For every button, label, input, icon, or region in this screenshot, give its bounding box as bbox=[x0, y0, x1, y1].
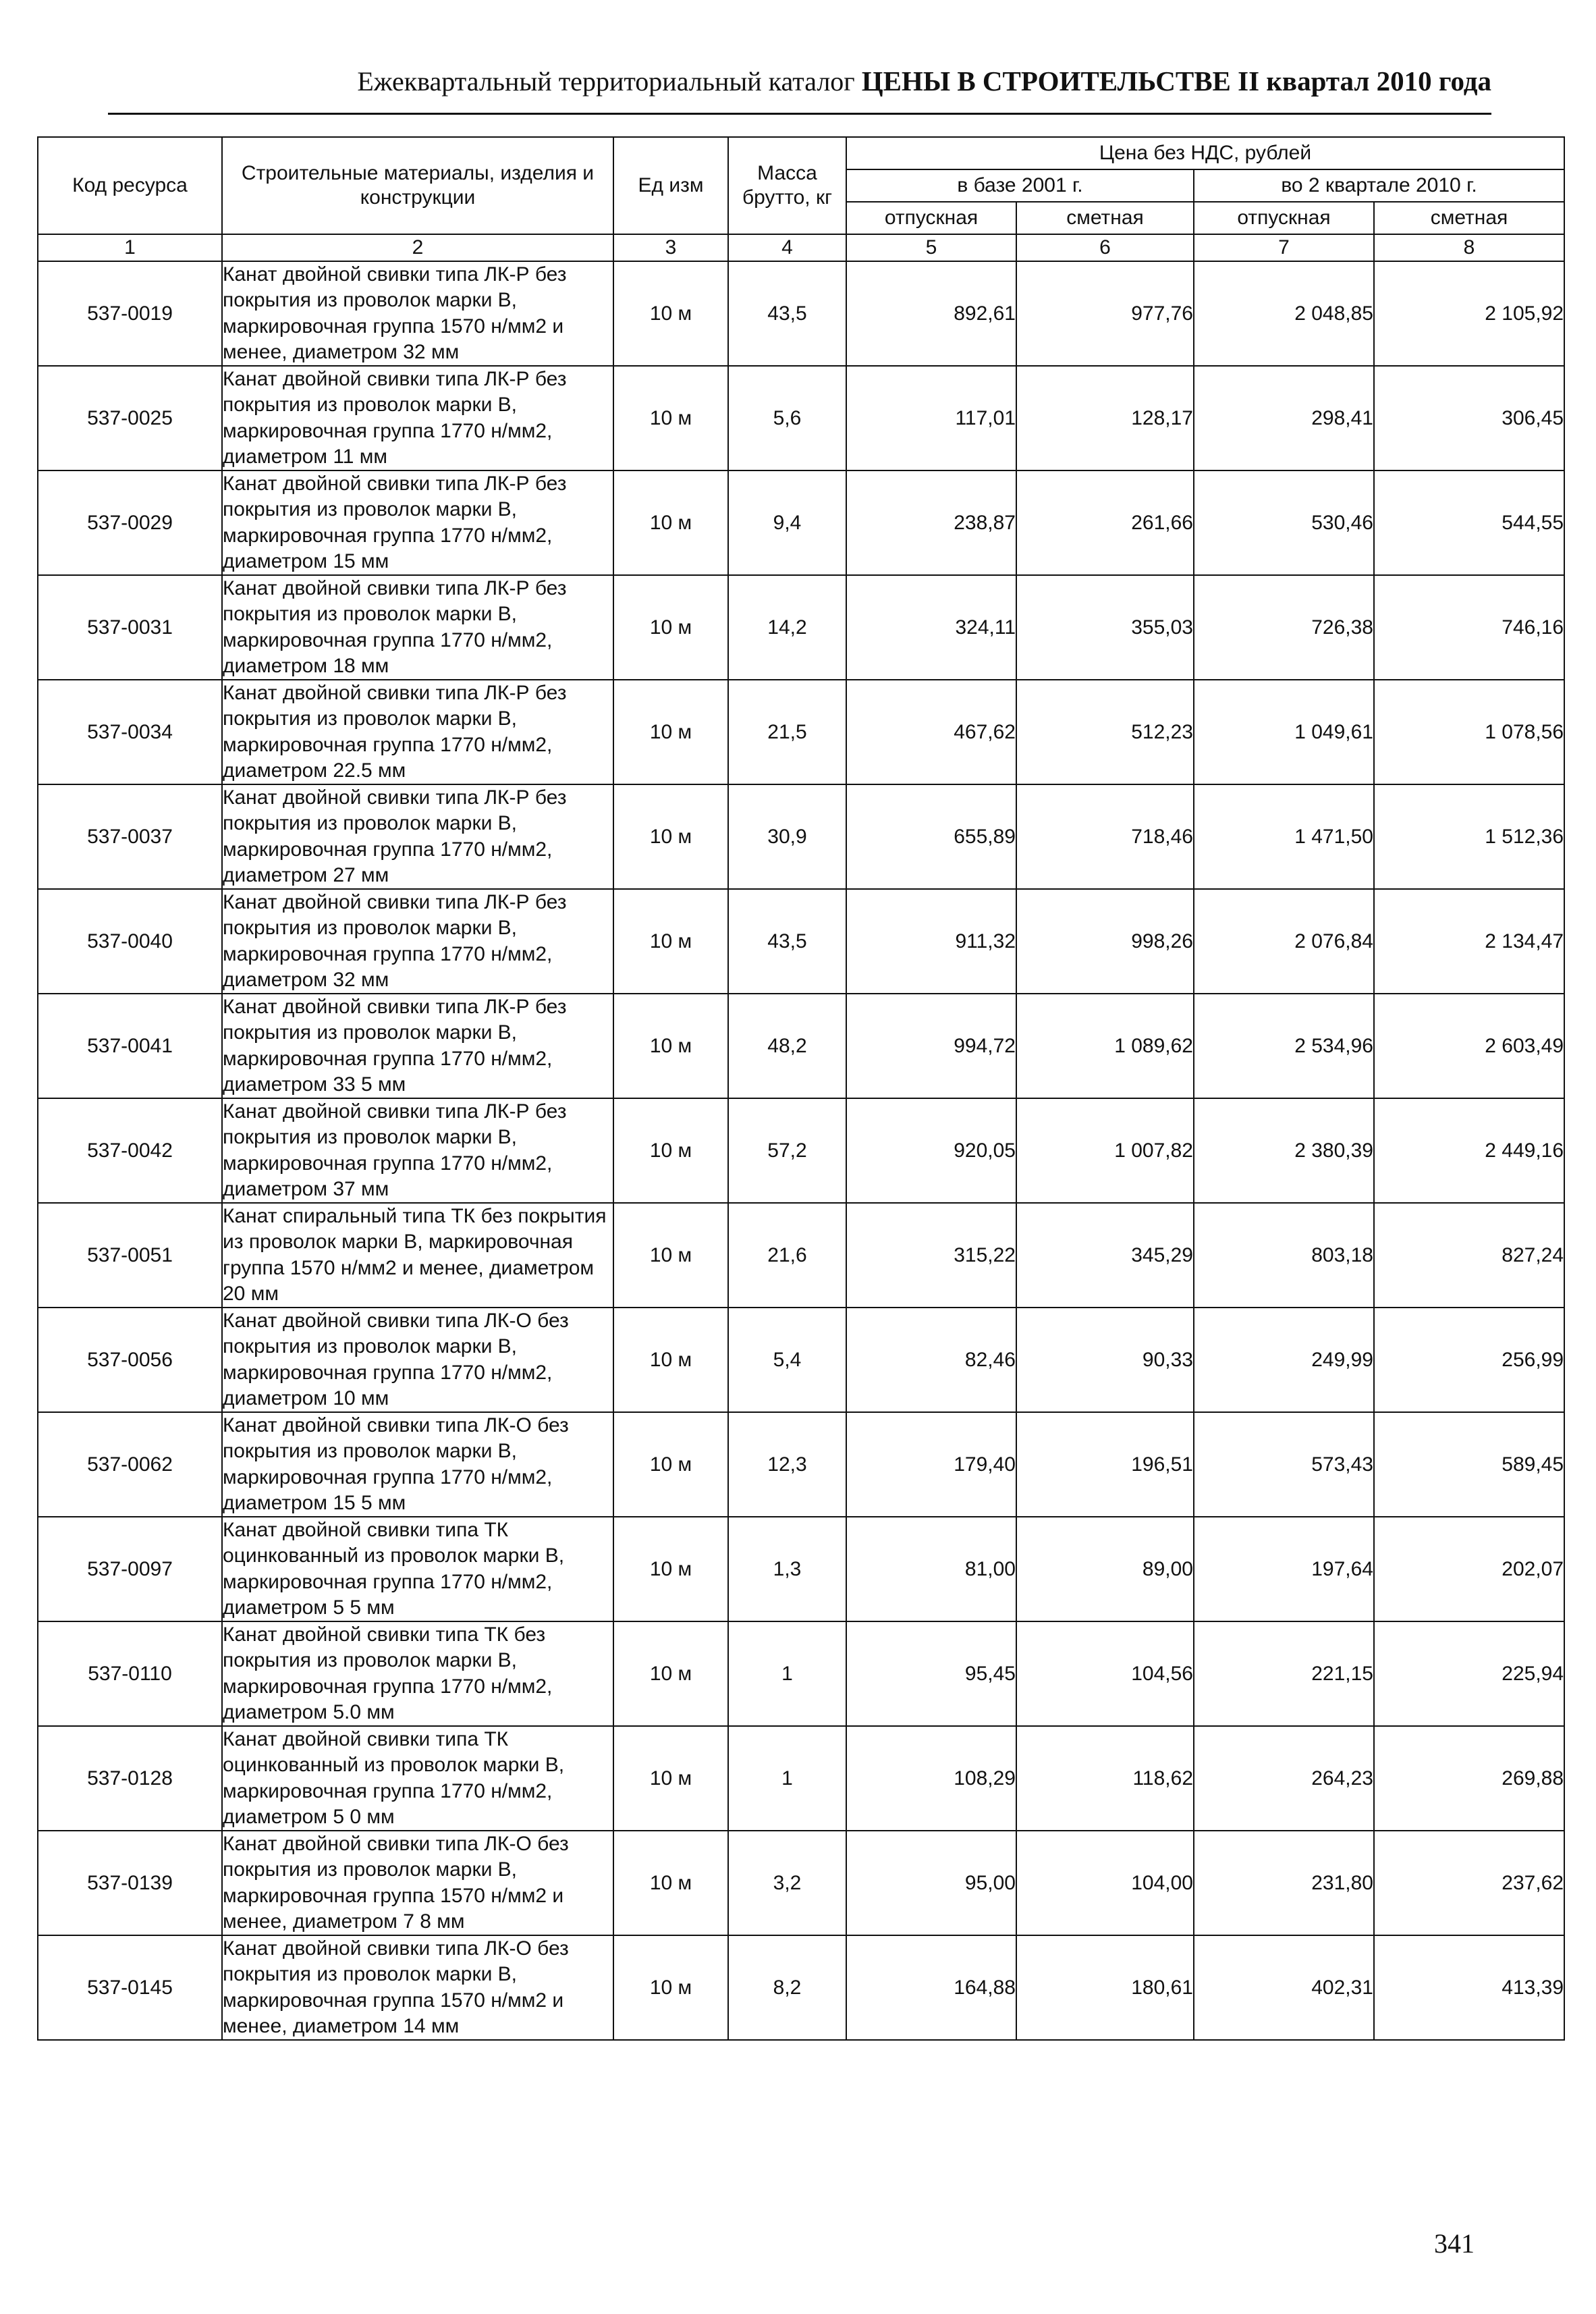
price-wholesale-2001: 911,32 bbox=[846, 889, 1016, 994]
column-number: 8 bbox=[1374, 234, 1564, 261]
material-description: Канат двойной свивки типа ЛК-Р без покрытия из проволок марки В, маркировочная группа 1770 н/мм2, диаметром 32 мм bbox=[222, 889, 613, 994]
price-estimate-2010: 589,45 bbox=[1374, 1412, 1564, 1517]
price-wholesale-2001: 920,05 bbox=[846, 1098, 1016, 1203]
price-wholesale-2001: 117,01 bbox=[846, 366, 1016, 470]
price-estimate-2010: 2 134,47 bbox=[1374, 889, 1564, 994]
price-wholesale-2001: 994,72 bbox=[846, 994, 1016, 1098]
resource-code: 537-0097 bbox=[38, 1517, 222, 1621]
price-estimate-2001: 355,03 bbox=[1016, 575, 1194, 680]
material-description: Канат двойной свивки типа ТК без покрытия из проволок марки В, маркировочная группа 1770 н/мм2, диаметром 5.0 мм bbox=[222, 1621, 613, 1726]
material-description: Канат двойной свивки типа ТК оцинкованный из проволок марки В, маркировочная группа 1770 н/мм2, диаметром 5 0 мм bbox=[222, 1726, 613, 1831]
column-number: 3 bbox=[613, 234, 728, 261]
price-estimate-2001: 261,66 bbox=[1016, 470, 1194, 575]
running-header bbox=[108, 65, 1491, 97]
column-number: 1 bbox=[38, 234, 222, 261]
gross-mass: 9,4 bbox=[728, 470, 846, 575]
price-estimate-2010: 237,62 bbox=[1374, 1831, 1564, 1935]
gross-mass: 30,9 bbox=[728, 784, 846, 889]
resource-code: 537-0019 bbox=[38, 261, 222, 366]
column-number: 5 bbox=[846, 234, 1016, 261]
price-wholesale-2001: 164,88 bbox=[846, 1935, 1016, 2040]
price-wholesale-2010: 530,46 bbox=[1194, 470, 1374, 575]
price-estimate-2001: 128,17 bbox=[1016, 366, 1194, 470]
gross-mass: 43,5 bbox=[728, 261, 846, 366]
gross-mass: 3,2 bbox=[728, 1831, 846, 1935]
material-description: Канат двойной свивки типа ТК оцинкованный из проволок марки В, маркировочная группа 1770 н/мм2, диаметром 5 5 мм bbox=[222, 1517, 613, 1621]
price-estimate-2001: 345,29 bbox=[1016, 1203, 1194, 1308]
price-estimate-2001: 718,46 bbox=[1016, 784, 1194, 889]
gross-mass: 8,2 bbox=[728, 1935, 846, 2040]
price-estimate-2001: 1 089,62 bbox=[1016, 994, 1194, 1098]
unit-of-measure: 10 м bbox=[613, 1726, 728, 1831]
price-wholesale-2001: 238,87 bbox=[846, 470, 1016, 575]
price-estimate-2010: 2 449,16 bbox=[1374, 1098, 1564, 1203]
gross-mass: 43,5 bbox=[728, 889, 846, 994]
unit-of-measure: 10 м bbox=[613, 1203, 728, 1308]
gross-mass: 5,4 bbox=[728, 1308, 846, 1412]
price-wholesale-2010: 726,38 bbox=[1194, 575, 1374, 680]
header-rule bbox=[108, 113, 1491, 115]
gross-mass: 14,2 bbox=[728, 575, 846, 680]
gross-mass: 1,3 bbox=[728, 1517, 846, 1621]
price-wholesale-2001: 95,45 bbox=[846, 1621, 1016, 1726]
resource-code: 537-0037 bbox=[38, 784, 222, 889]
unit-of-measure: 10 м bbox=[613, 1935, 728, 2040]
price-estimate-2001: 977,76 bbox=[1016, 261, 1194, 366]
gross-mass: 21,5 bbox=[728, 680, 846, 784]
price-wholesale-2010: 402,31 bbox=[1194, 1935, 1374, 2040]
unit-of-measure: 10 м bbox=[613, 889, 728, 994]
price-estimate-2001: 89,00 bbox=[1016, 1517, 1194, 1621]
price-estimate-2010: 225,94 bbox=[1374, 1621, 1564, 1726]
unit-of-measure: 10 м bbox=[613, 261, 728, 366]
column-number: 7 bbox=[1194, 234, 1374, 261]
table-row bbox=[38, 994, 1564, 1098]
catalog-title: ЦЕНЫ В СТРОИТЕЛЬСТВЕ II квартал 2010 года bbox=[861, 65, 1491, 97]
price-wholesale-2010: 298,41 bbox=[1194, 366, 1374, 470]
price-estimate-2010: 1 078,56 bbox=[1374, 680, 1564, 784]
unit-of-measure: 10 м bbox=[613, 994, 728, 1098]
price-wholesale-2010: 573,43 bbox=[1194, 1412, 1374, 1517]
material-description: Канат спиральный типа ТК без покрытия из проволок марки В, маркировочная группа 1570 н/мм2 и менее, диаметром 20 мм bbox=[222, 1203, 613, 1308]
table-row bbox=[38, 1203, 1564, 1308]
price-estimate-2010: 544,55 bbox=[1374, 470, 1564, 575]
price-wholesale-2001: 179,40 bbox=[846, 1412, 1016, 1517]
price-wholesale-2010: 1 471,50 bbox=[1194, 784, 1374, 889]
unit-of-measure: 10 м bbox=[613, 784, 728, 889]
price-wholesale-2010: 2 048,85 bbox=[1194, 261, 1374, 366]
price-estimate-2001: 104,00 bbox=[1016, 1831, 1194, 1935]
unit-of-measure: 10 м bbox=[613, 366, 728, 470]
price-wholesale-2010: 1 049,61 bbox=[1194, 680, 1374, 784]
table-row bbox=[38, 889, 1564, 994]
resource-code: 537-0029 bbox=[38, 470, 222, 575]
material-description: Канат двойной свивки типа ЛК-О без покрытия из проволок марки В, маркировочная группа 1770 н/мм2, диаметром 10 мм bbox=[222, 1308, 613, 1412]
table-row bbox=[38, 1726, 1564, 1831]
price-wholesale-2010: 231,80 bbox=[1194, 1831, 1374, 1935]
material-description: Канат двойной свивки типа ЛК-Р без покрытия из проволок марки В, маркировочная группа 1770 н/мм2, диаметром 37 мм bbox=[222, 1098, 613, 1203]
resource-code: 537-0041 bbox=[38, 994, 222, 1098]
price-wholesale-2001: 655,89 bbox=[846, 784, 1016, 889]
col-header-wholesale-2001: отпускная bbox=[846, 202, 1016, 234]
price-estimate-2010: 306,45 bbox=[1374, 366, 1564, 470]
table-header bbox=[38, 137, 1564, 261]
price-wholesale-2001: 108,29 bbox=[846, 1726, 1016, 1831]
price-wholesale-2001: 315,22 bbox=[846, 1203, 1016, 1308]
column-number-row bbox=[38, 234, 1564, 261]
unit-of-measure: 10 м bbox=[613, 1098, 728, 1203]
material-description: Канат двойной свивки типа ЛК-Р без покрытия из проволок марки В, маркировочная группа 1770 н/мм2, диаметром 15 мм bbox=[222, 470, 613, 575]
material-description: Канат двойной свивки типа ЛК-Р без покрытия из проволок марки В, маркировочная группа 1770 н/мм2, диаметром 11 мм bbox=[222, 366, 613, 470]
resource-code: 537-0128 bbox=[38, 1726, 222, 1831]
price-estimate-2001: 196,51 bbox=[1016, 1412, 1194, 1517]
col-header-q2-2010: во 2 квартале 2010 г. bbox=[1194, 169, 1564, 202]
gross-mass: 21,6 bbox=[728, 1203, 846, 1308]
col-header-base-2001: в базе 2001 г. bbox=[846, 169, 1194, 202]
unit-of-measure: 10 м bbox=[613, 1621, 728, 1726]
resource-code: 537-0025 bbox=[38, 366, 222, 470]
catalog-prefix: Ежеквартальный территориальный каталог bbox=[357, 66, 855, 97]
material-description: Канат двойной свивки типа ЛК-Р без покрытия из проволок марки В, маркировочная группа 1770 н/мм2, диаметром 27 мм bbox=[222, 784, 613, 889]
unit-of-measure: 10 м bbox=[613, 575, 728, 680]
column-number: 2 bbox=[222, 234, 613, 261]
price-wholesale-2001: 892,61 bbox=[846, 261, 1016, 366]
price-estimate-2001: 1 007,82 bbox=[1016, 1098, 1194, 1203]
gross-mass: 48,2 bbox=[728, 994, 846, 1098]
price-estimate-2010: 1 512,36 bbox=[1374, 784, 1564, 889]
price-estimate-2001: 512,23 bbox=[1016, 680, 1194, 784]
table-row bbox=[38, 575, 1564, 680]
price-wholesale-2010: 2 534,96 bbox=[1194, 994, 1374, 1098]
resource-code: 537-0145 bbox=[38, 1935, 222, 2040]
table-row bbox=[38, 1935, 1564, 2040]
resource-code: 537-0031 bbox=[38, 575, 222, 680]
price-estimate-2001: 118,62 bbox=[1016, 1726, 1194, 1831]
material-description: Канат двойной свивки типа ЛК-О без покрытия из проволок марки В, маркировочная группа 1570 н/мм2 и менее, диаметром 14 мм bbox=[222, 1935, 613, 2040]
price-estimate-2010: 746,16 bbox=[1374, 575, 1564, 680]
price-estimate-2010: 269,88 bbox=[1374, 1726, 1564, 1831]
material-description: Канат двойной свивки типа ЛК-Р без покрытия из проволок марки В, маркировочная группа 1570 н/мм2 и менее, диаметром 32 мм bbox=[222, 261, 613, 366]
column-number: 4 bbox=[728, 234, 846, 261]
resource-code: 537-0062 bbox=[38, 1412, 222, 1517]
unit-of-measure: 10 м bbox=[613, 680, 728, 784]
col-header-code: Код ресурса bbox=[38, 137, 222, 234]
gross-mass: 5,6 bbox=[728, 366, 846, 470]
unit-of-measure: 10 м bbox=[613, 1517, 728, 1621]
col-header-estimate-2001: сметная bbox=[1016, 202, 1194, 234]
price-estimate-2010: 413,39 bbox=[1374, 1935, 1564, 2040]
unit-of-measure: 10 м bbox=[613, 1308, 728, 1412]
price-wholesale-2001: 81,00 bbox=[846, 1517, 1016, 1621]
material-description: Канат двойной свивки типа ЛК-О без покрытия из проволок марки В, маркировочная группа 1570 н/мм2 и менее, диаметром 7 8 мм bbox=[222, 1831, 613, 1935]
price-wholesale-2001: 324,11 bbox=[846, 575, 1016, 680]
table-row bbox=[38, 1412, 1564, 1517]
price-estimate-2010: 2 105,92 bbox=[1374, 261, 1564, 366]
material-description: Канат двойной свивки типа ЛК-О без покрытия из проволок марки В, маркировочная группа 1770 н/мм2, диаметром 15 5 мм bbox=[222, 1412, 613, 1517]
col-header-estimate-2010: сметная bbox=[1374, 202, 1564, 234]
price-wholesale-2010: 221,15 bbox=[1194, 1621, 1374, 1726]
gross-mass: 1 bbox=[728, 1621, 846, 1726]
price-estimate-2001: 90,33 bbox=[1016, 1308, 1194, 1412]
table-row bbox=[38, 784, 1564, 889]
price-estimate-2010: 2 603,49 bbox=[1374, 994, 1564, 1098]
price-wholesale-2010: 803,18 bbox=[1194, 1203, 1374, 1308]
col-header-unit: Ед изм bbox=[613, 137, 728, 234]
column-number: 6 bbox=[1016, 234, 1194, 261]
price-estimate-2010: 202,07 bbox=[1374, 1517, 1564, 1621]
resource-code: 537-0051 bbox=[38, 1203, 222, 1308]
price-estimate-2001: 180,61 bbox=[1016, 1935, 1194, 2040]
table-row bbox=[38, 1308, 1564, 1412]
material-description: Канат двойной свивки типа ЛК-Р без покрытия из проволок марки В, маркировочная группа 1770 н/мм2, диаметром 18 мм bbox=[222, 575, 613, 680]
resource-code: 537-0040 bbox=[38, 889, 222, 994]
gross-mass: 12,3 bbox=[728, 1412, 846, 1517]
price-wholesale-2010: 2 380,39 bbox=[1194, 1098, 1374, 1203]
table-row bbox=[38, 1517, 1564, 1621]
unit-of-measure: 10 м bbox=[613, 470, 728, 575]
price-wholesale-2001: 95,00 bbox=[846, 1831, 1016, 1935]
price-wholesale-2010: 197,64 bbox=[1194, 1517, 1374, 1621]
price-wholesale-2001: 82,46 bbox=[846, 1308, 1016, 1412]
unit-of-measure: 10 м bbox=[613, 1412, 728, 1517]
table-row bbox=[38, 366, 1564, 470]
resource-code: 537-0139 bbox=[38, 1831, 222, 1935]
resource-code: 537-0042 bbox=[38, 1098, 222, 1203]
table-row bbox=[38, 261, 1564, 366]
price-wholesale-2010: 264,23 bbox=[1194, 1726, 1374, 1831]
col-header-mass: Масса брутто, кг bbox=[728, 137, 846, 234]
table-row bbox=[38, 1621, 1564, 1726]
material-description: Канат двойной свивки типа ЛК-Р без покрытия из проволок марки В, маркировочная группа 1770 н/мм2, диаметром 33 5 мм bbox=[222, 994, 613, 1098]
material-description: Канат двойной свивки типа ЛК-Р без покрытия из проволок марки В, маркировочная группа 1770 н/мм2, диаметром 22.5 мм bbox=[222, 680, 613, 784]
price-estimate-2001: 998,26 bbox=[1016, 889, 1194, 994]
resource-code: 537-0110 bbox=[38, 1621, 222, 1726]
price-wholesale-2010: 249,99 bbox=[1194, 1308, 1374, 1412]
price-wholesale-2010: 2 076,84 bbox=[1194, 889, 1374, 994]
unit-of-measure: 10 м bbox=[613, 1831, 728, 1935]
table-row bbox=[38, 1098, 1564, 1203]
price-estimate-2010: 827,24 bbox=[1374, 1203, 1564, 1308]
table-row bbox=[38, 680, 1564, 784]
resource-code: 537-0056 bbox=[38, 1308, 222, 1412]
table-body bbox=[38, 261, 1564, 2040]
table-row bbox=[38, 1831, 1564, 1935]
price-estimate-2010: 256,99 bbox=[1374, 1308, 1564, 1412]
col-header-description: Строительные материалы, изделия и конструкции bbox=[222, 137, 613, 234]
page-number: 341 bbox=[1434, 2228, 1475, 2259]
price-table bbox=[37, 136, 1565, 2041]
col-header-price-group: Цена без НДС, рублей bbox=[846, 137, 1564, 169]
gross-mass: 57,2 bbox=[728, 1098, 846, 1203]
col-header-wholesale-2010: отпускная bbox=[1194, 202, 1374, 234]
table-row bbox=[38, 470, 1564, 575]
price-wholesale-2001: 467,62 bbox=[846, 680, 1016, 784]
gross-mass: 1 bbox=[728, 1726, 846, 1831]
resource-code: 537-0034 bbox=[38, 680, 222, 784]
price-estimate-2001: 104,56 bbox=[1016, 1621, 1194, 1726]
